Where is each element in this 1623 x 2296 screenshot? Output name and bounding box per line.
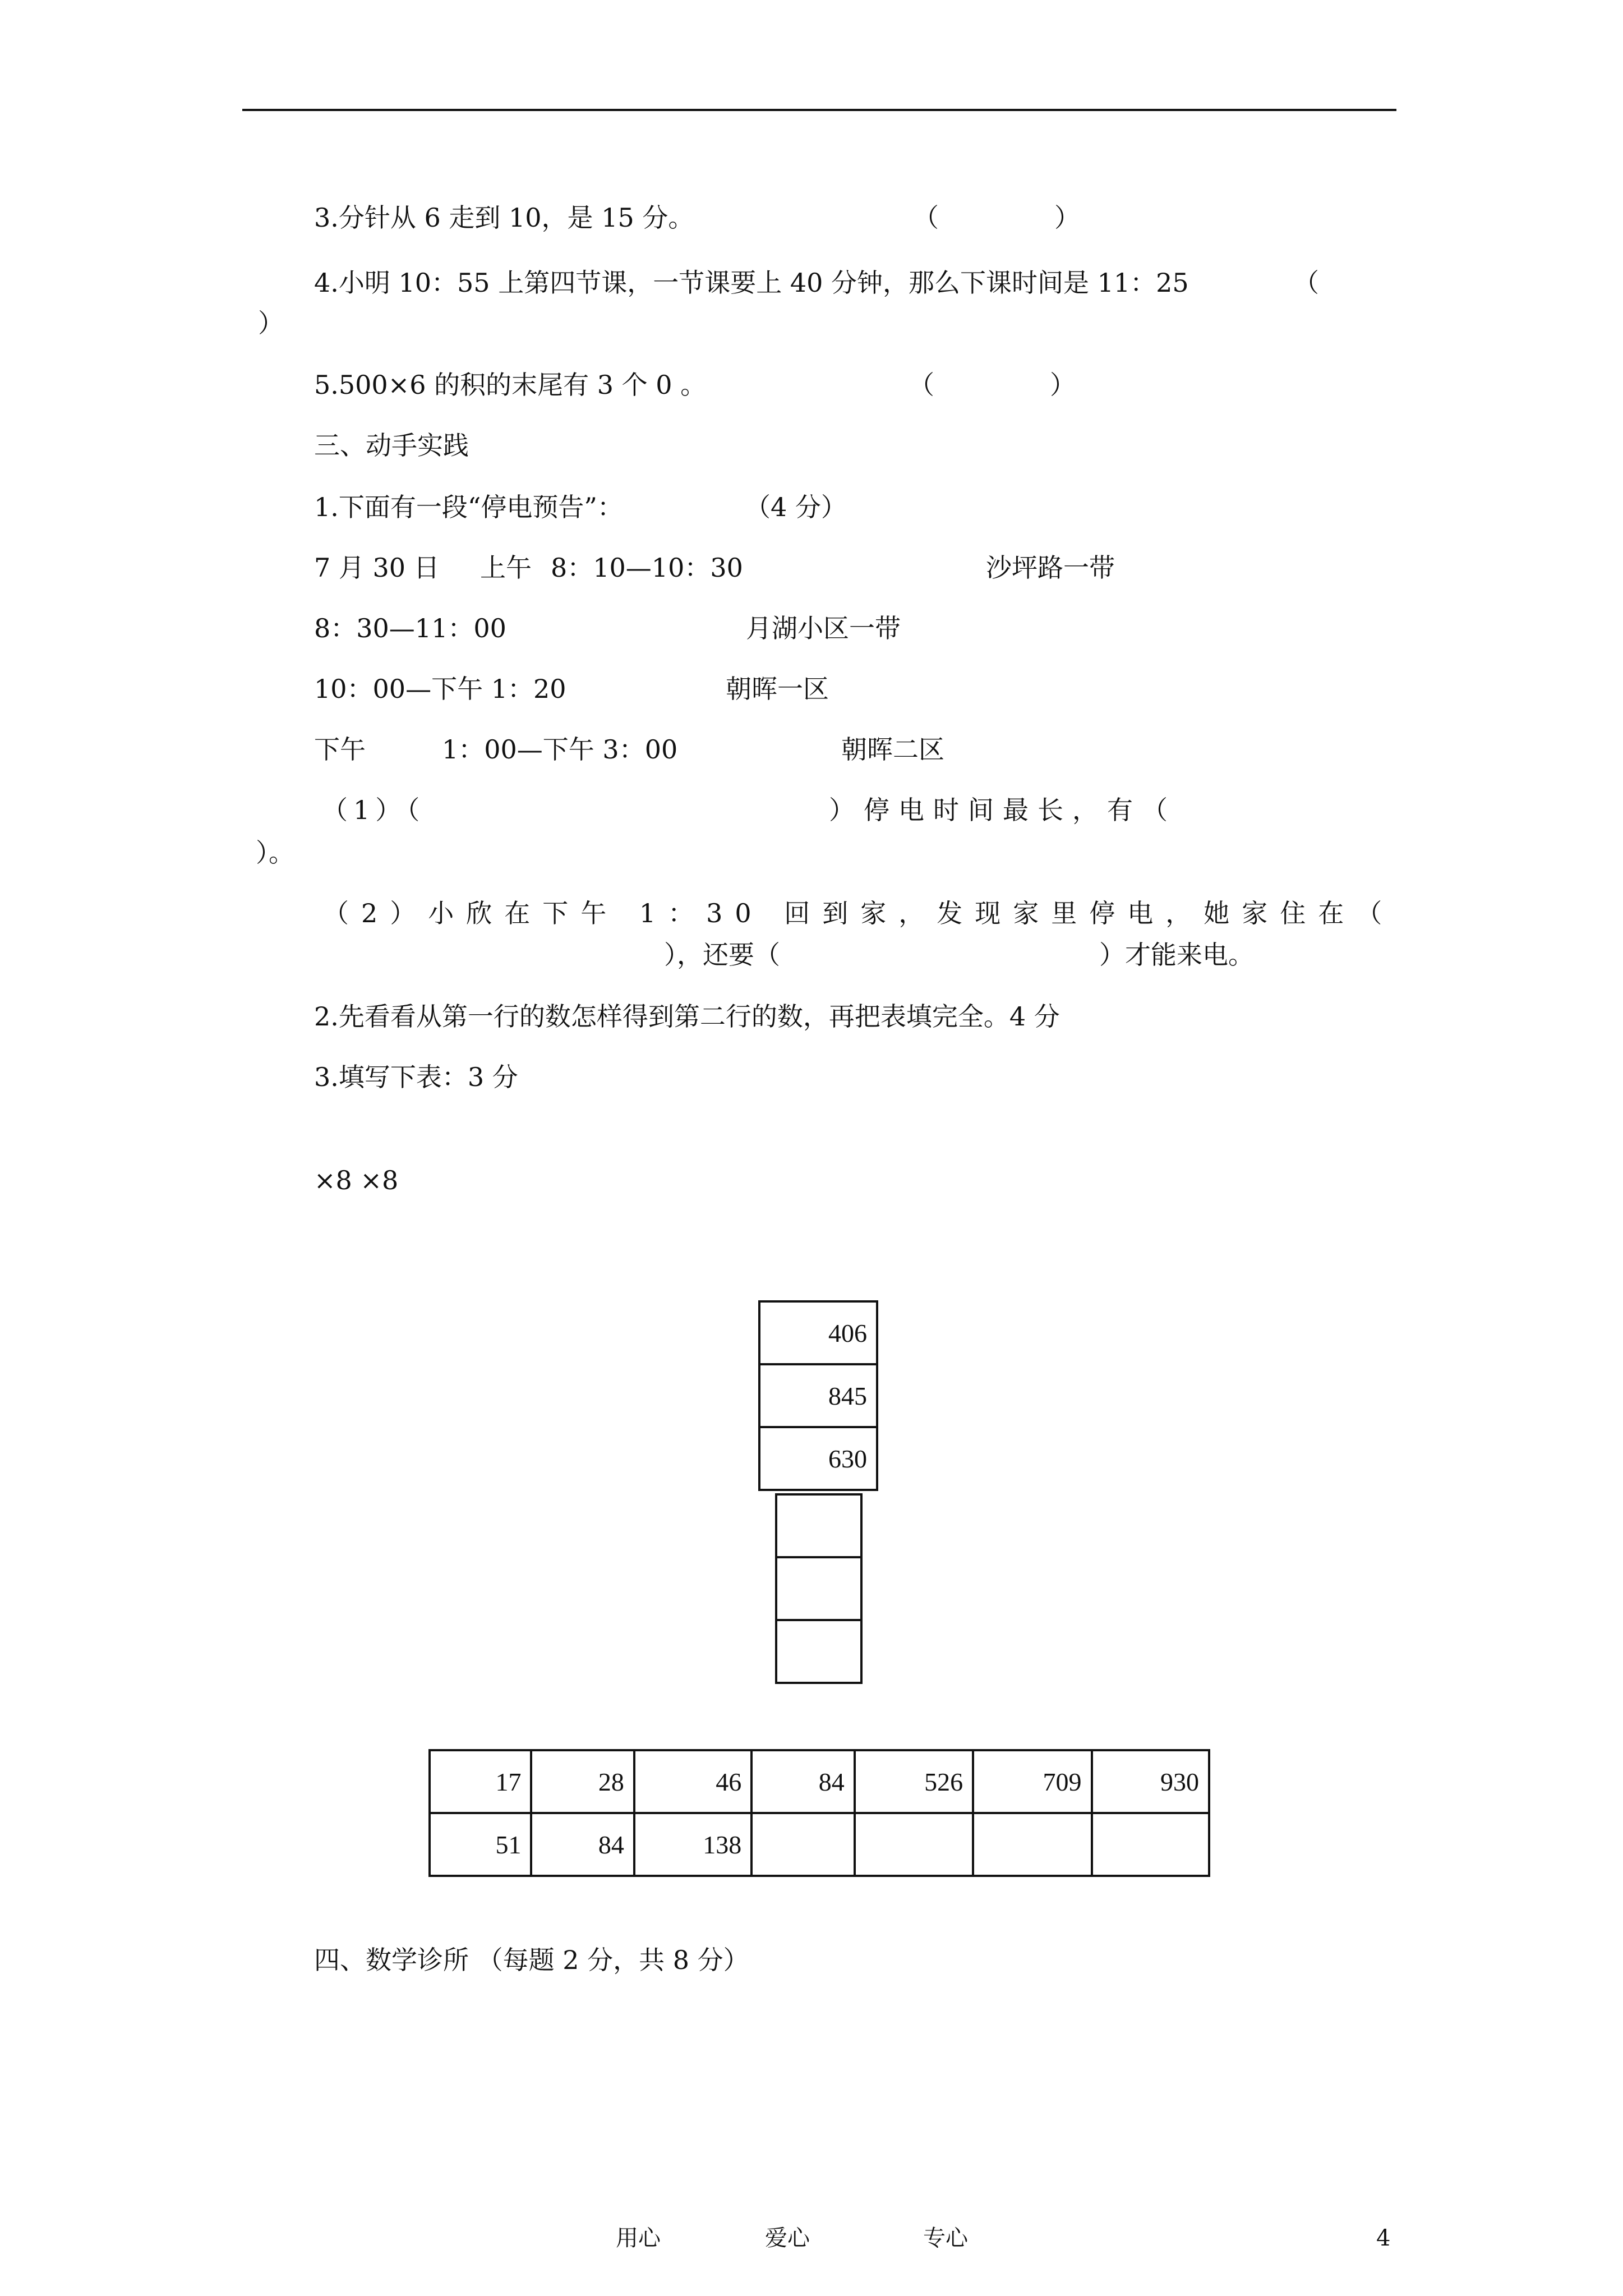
judge-q3-text: 3.分针从 6 走到 10，是 15 分。	[314, 203, 694, 233]
page-number: 4	[1376, 2225, 1391, 2251]
q1-title: 1.下面有一段“停电预告”：	[314, 492, 623, 522]
column-table-top	[758, 1300, 878, 1491]
judge-q5-paren-close: ）	[1050, 370, 1076, 400]
footer-item: 用心	[616, 2225, 661, 2251]
section-4-heading: 四、数学诊所 （每题 2 分，共 8 分）	[314, 1945, 749, 1975]
table-cell: 46	[634, 1750, 751, 1813]
sub1-middle: ）停电时间最长，有（	[829, 795, 1177, 825]
answer-cell[interactable]	[973, 1813, 1091, 1876]
sub2-middle: ），还要（	[664, 940, 780, 970]
q1-score: （4 分）	[745, 492, 847, 522]
judge-q4-text: 4.小明 10：55 上第四节课，一节课要上 40 分钟，那么下课时间是 11：25	[314, 268, 1189, 298]
schedule-place: 沙坪路一带	[986, 553, 1115, 583]
schedule-place: 月湖小区一带	[746, 613, 901, 643]
table-cell: 84	[531, 1813, 634, 1876]
table-cell: 84	[751, 1750, 854, 1813]
table-row	[430, 1750, 1209, 1813]
table-cell: 709	[973, 1750, 1091, 1813]
answer-cell[interactable]	[855, 1813, 973, 1876]
table-cell: 526	[855, 1750, 973, 1813]
column-table-bottom	[775, 1493, 863, 1684]
table-cell: 406	[759, 1301, 877, 1364]
schedule-ampm: 上午	[480, 553, 532, 583]
table-cell: 138	[634, 1813, 751, 1876]
sub1-suffix: ）。	[256, 838, 294, 868]
sub2-suffix: ）才能来电。	[1099, 940, 1254, 970]
judge-q4-paren-close: ）	[258, 308, 284, 338]
judge-q3-paren-open: （	[913, 203, 939, 233]
sub1-prefix: （1）（	[322, 795, 426, 825]
table-cell: 51	[430, 1813, 531, 1876]
table-cell: 17	[430, 1750, 531, 1813]
answer-cell[interactable]	[751, 1813, 854, 1876]
header-rule	[242, 109, 1396, 111]
judge-q5-text: 5.500×6 的积的末尾有 3 个 0 。	[314, 370, 707, 400]
schedule-place: 朝晖一区	[726, 674, 829, 704]
schedule-time: 1：00—下午 3：00	[442, 734, 678, 765]
footer-item: 专心	[923, 2225, 968, 2251]
q3-text: 3.填写下表：3 分	[314, 1062, 518, 1092]
judge-q5-paren-open: （	[909, 370, 934, 400]
answer-cell[interactable]	[776, 1494, 861, 1557]
q2-text: 2.先看看从第一行的数怎样得到第二行的数，再把表填完全。4 分	[314, 1001, 1060, 1032]
table-cell: 930	[1092, 1750, 1209, 1813]
row-table	[428, 1749, 1210, 1877]
schedule-time: 8：10—10：30	[551, 553, 743, 583]
answer-cell[interactable]	[776, 1620, 861, 1683]
footer-item: 爱心	[765, 2225, 810, 2251]
table-row	[430, 1813, 1209, 1876]
schedule-ampm: 下午	[314, 734, 366, 765]
schedule-place: 朝晖二区	[841, 734, 944, 765]
table-cell: 28	[531, 1750, 634, 1813]
schedule-date: 7 月 30 日	[314, 553, 440, 583]
answer-cell[interactable]	[776, 1557, 861, 1620]
table-cell: 845	[759, 1364, 877, 1427]
section-3-heading: 三、动手实践	[314, 430, 469, 461]
judge-q3-paren-close: ）	[1054, 203, 1080, 233]
table-cell: 630	[759, 1427, 877, 1490]
answer-cell[interactable]	[1092, 1813, 1209, 1876]
judge-q4-paren-open: （	[1293, 268, 1319, 298]
sub2-prefix: （2）小欣在下午 1：30 回到家，发现家里停电，她家住在（	[323, 898, 1395, 928]
schedule-time: 8：30—11：00	[314, 613, 506, 643]
multiplier-labels: ×8 ×8	[314, 1165, 399, 1195]
schedule-time: 10：00—下午 1：20	[314, 674, 566, 704]
